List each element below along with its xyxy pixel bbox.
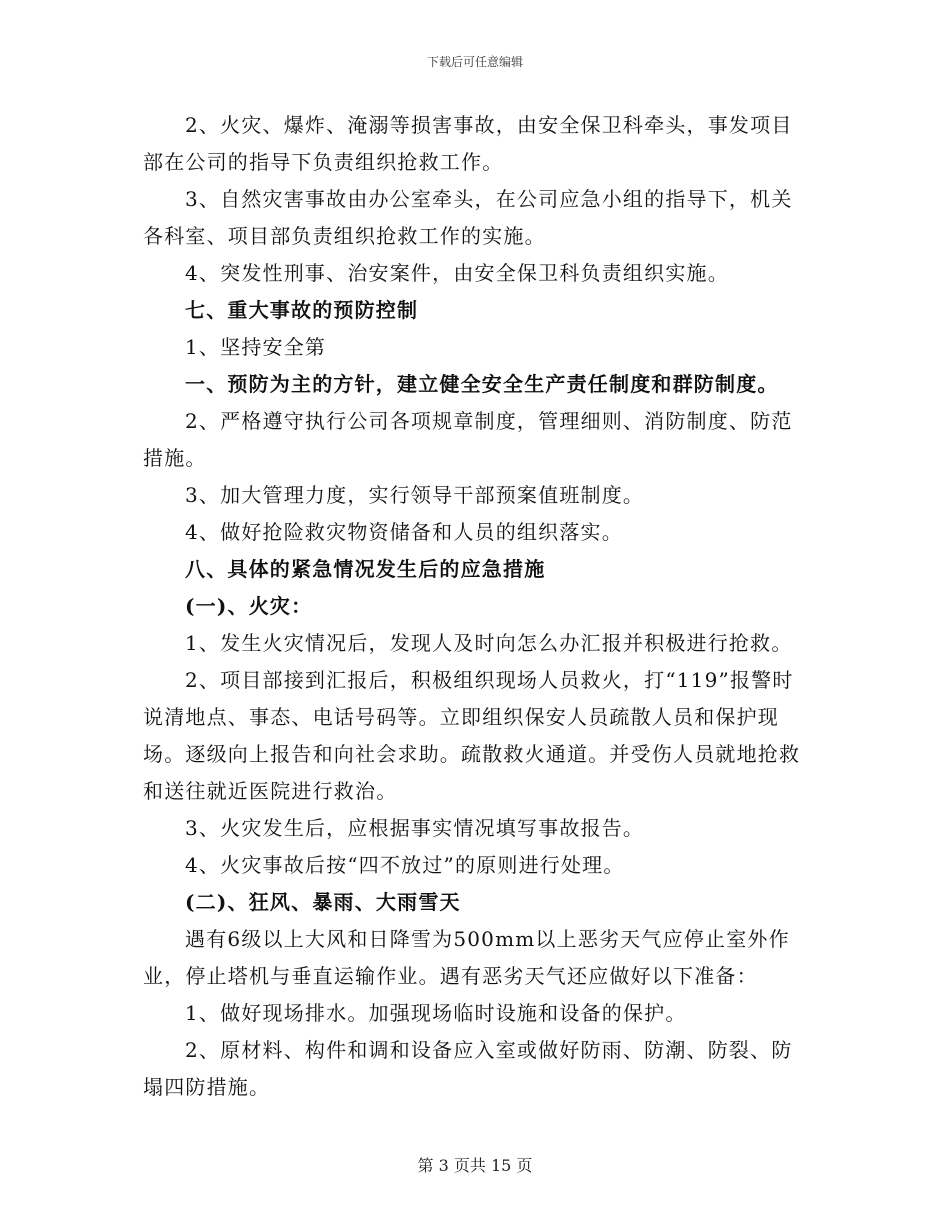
- section-heading: 一、预防为主的方针，建立健全安全生产责任制度和群防制度。: [185, 372, 779, 396]
- paragraph: 3、火灾发生后，应根据事实情况填写事故报告。: [185, 816, 645, 840]
- paragraph: 1、做好现场排水。加强现场临时设施和设备的保护。: [185, 1001, 687, 1025]
- paragraph: 4、突发性刑事、治安案件，由安全保卫科负责组织实施。: [185, 261, 729, 285]
- section-heading: 七、重大事故的预防控制: [185, 298, 419, 322]
- paragraph: 2、项目部接到汇报后，积极组织现场人员救火，打“119”报警时说清地点、事态、电话号码等。立即组织保安人员疏散人员和保护现场。逐级向上报告和向社会求助。疏散救火通道。并受伤人员就地抢救和送往就近医院进行救治。: [143, 668, 801, 803]
- section-heading: 八、具体的紧急情况发生后的应急措施: [185, 557, 546, 581]
- page-footer: 第 3 页共 15 页: [417, 1156, 533, 1175]
- subsection-heading: (一)、火灾：: [185, 594, 313, 618]
- paragraph: 2、原材料、构件和调和设备应入室或做好防雨、防潮、防裂、防塌四防措施。: [143, 1038, 793, 1099]
- paragraph: 1、发生火灾情况后，发现人及时向怎么办汇报并积极进行抢救。: [185, 631, 793, 655]
- paragraph: 遇有6级以上大风和日降雪为500mm以上恶劣天气应停止室外作业，停止塔机与垂直运输作业。遇有恶劣天气还应做好以下准备：: [143, 927, 790, 988]
- document-body: [143, 107, 808, 1106]
- paragraph: 2、火灾、爆炸、淹溺等损害事故，由安全保卫科牵头，事发项目部在公司的指导下负责组织抢救工作。: [143, 113, 793, 174]
- subsection-heading: (二)、狂风、暴雨、大雨雪天: [185, 890, 461, 914]
- paragraph: 2、严格遵守执行公司各项规章制度，管理细则、消防制度、防范措施。: [143, 409, 793, 470]
- page-header: 下载后可任意编辑: [426, 55, 523, 69]
- paragraph: 4、做好抢险救灾物资储备和人员的组织落实。: [185, 520, 623, 544]
- paragraph: 3、自然灾害事故由办公室牵头，在公司应急小组的指导下，机关各科室、项目部负责组织抢救工作的实施。: [143, 187, 793, 248]
- paragraph: 1、坚持安全第: [185, 335, 327, 359]
- paragraph: 3、加大管理力度，实行领导干部预案值班制度。: [185, 483, 645, 507]
- paragraph: 4、火灾事故后按“四不放过”的原则进行处理。: [185, 853, 625, 877]
